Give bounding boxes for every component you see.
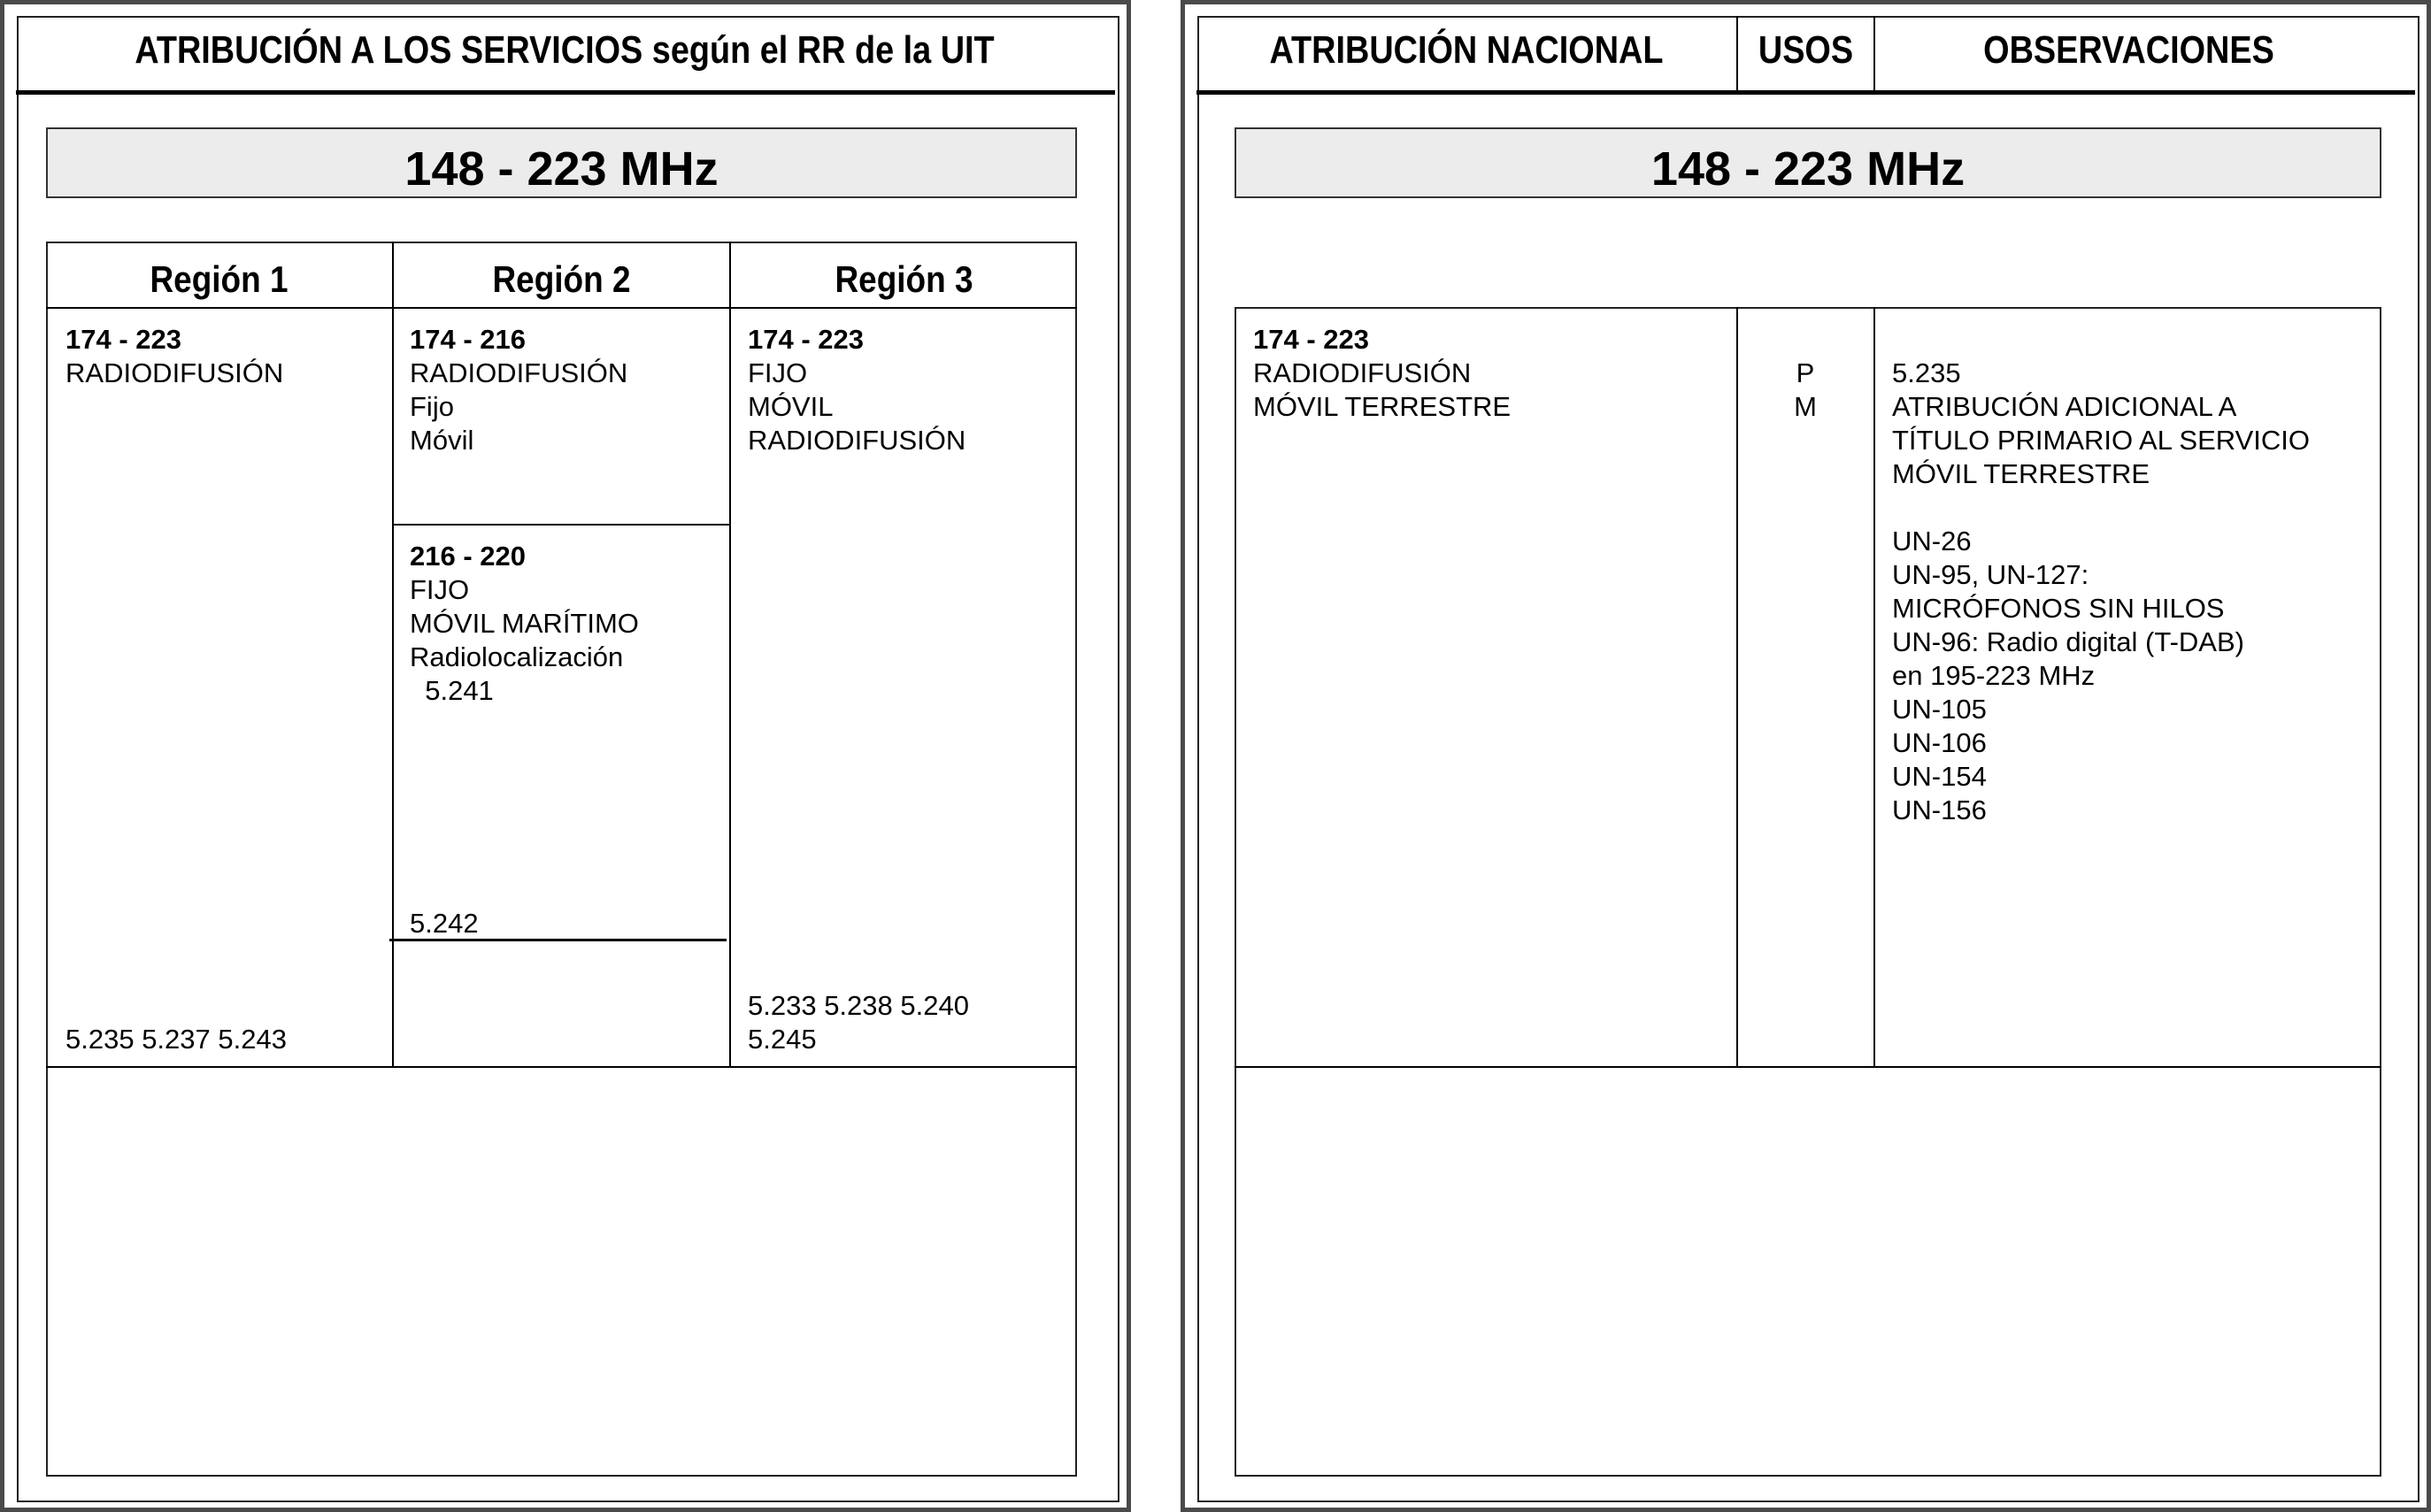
- observacion-un-96: UN-96: Radio digital (T-DAB): [1892, 626, 2244, 657]
- observaciones-header: OBSERVACIONES: [1983, 28, 2274, 72]
- observacion-un-26: UN-26: [1892, 526, 1972, 556]
- left-band-label: 148 - 223 MHz: [404, 142, 719, 196]
- national-bottom-rule: [1235, 1066, 2381, 1068]
- usos-header-divider-left: [1736, 16, 1738, 94]
- region-2-block-2-service-1: FIJO: [410, 574, 470, 605]
- national-divider-2: [1873, 307, 1875, 1068]
- region-2-block-2-band: 216 - 220: [410, 541, 526, 572]
- atribucion-nacional-header: ATRIBUCIÓN NACIONAL: [1269, 28, 1664, 72]
- region-1-service: RADIODIFUSIÓN: [65, 357, 284, 388]
- region-bottom-rule: [46, 1066, 1077, 1068]
- region-1-header: Región 1: [150, 258, 288, 300]
- right-band-box: [1235, 127, 2381, 198]
- region-3-footnote-line-1: 5.233 5.238 5.240: [748, 990, 969, 1021]
- left-header-rule: [16, 90, 1115, 95]
- region-header-rule: [46, 307, 1077, 309]
- usos-header: USOS: [1758, 28, 1854, 72]
- usos-values: [1779, 357, 1832, 424]
- observacion-microfonos: MICRÓFONOS SIN HILOS: [1892, 593, 2225, 624]
- region-2-header: Región 2: [492, 258, 631, 300]
- usos-value-2: M: [1794, 391, 1817, 422]
- observacion-un-105: UN-105: [1892, 694, 1987, 725]
- region-3-service-3: RADIODIFUSIÓN: [748, 425, 966, 456]
- national-service-2: MÓVIL TERRESTRE: [1253, 391, 1512, 422]
- left-band-box: [46, 127, 1077, 198]
- region-2-block-1-service-1: RADIODIFUSIÓN: [410, 357, 628, 388]
- region-3-allocation: [748, 323, 965, 457]
- left-header: ATRIBUCIÓN A LOS SERVICIOS según el RR de la UIT: [135, 28, 995, 72]
- national-divider-1: [1736, 307, 1738, 1068]
- usos-value-1: P: [1796, 357, 1815, 388]
- observacion-2: ATRIBUCIÓN ADICIONAL A: [1892, 391, 2237, 422]
- region-divider-2: [729, 242, 731, 1068]
- observacion-un-95: UN-95, UN-127:: [1892, 559, 2089, 590]
- national-allocation: [1253, 323, 1511, 424]
- region-1-band: 174 - 223: [65, 324, 181, 355]
- region-1-footnotes: 5.235 5.237 5.243: [65, 1024, 287, 1055]
- region-2-block-2: [410, 540, 639, 708]
- region-3-service-1: FIJO: [748, 357, 808, 388]
- observacion-un-156: UN-156: [1892, 794, 1987, 825]
- region-divider-1: [392, 242, 394, 1068]
- region-2-block-2-footnote: 5.242: [410, 908, 479, 939]
- region-3-footnote-line-2: 5.245: [748, 1024, 817, 1055]
- region2-split-rule: [392, 524, 731, 526]
- observacion-un-106: UN-106: [1892, 727, 1987, 758]
- region-2-block-1-band: 174 - 216: [410, 324, 526, 355]
- right-band-label: 148 - 223 MHz: [1650, 142, 1966, 196]
- observacion-4: MÓVIL TERRESTRE: [1892, 458, 2150, 489]
- region-3-service-2: MÓVIL: [748, 391, 834, 422]
- region-3-band: 174 - 223: [748, 324, 864, 355]
- observacion-tdab-range: en 195-223 MHz: [1892, 660, 2096, 691]
- right-header-rule: [1196, 90, 2415, 95]
- national-band: 174 - 223: [1253, 324, 1369, 355]
- observaciones-list: [1892, 357, 2310, 827]
- region-2-block-1-service-2: Fijo: [410, 391, 454, 422]
- region-1-allocation: [65, 323, 283, 390]
- observacion-3: TÍTULO PRIMARIO AL SERVICIO: [1892, 425, 2310, 456]
- national-service-1: RADIODIFUSIÓN: [1253, 357, 1472, 388]
- region-2-block-2-note: 5.241: [410, 675, 494, 706]
- region-3-header: Región 3: [835, 258, 973, 300]
- region-3-footnotes: [748, 989, 969, 1056]
- region-2-block-2-service-3: Radiolocalización: [410, 641, 624, 672]
- observacion-spacer: [1892, 491, 2310, 525]
- region-2-block-1-service-3: Móvil: [410, 425, 474, 456]
- region-2-block-2-service-2: MÓVIL MARÍTIMO: [410, 608, 639, 639]
- region-2-block-1: [410, 323, 627, 457]
- observacion-1: 5.235: [1892, 357, 1961, 388]
- usos-header-divider-right: [1873, 16, 1875, 94]
- observacion-un-154: UN-154: [1892, 761, 1987, 792]
